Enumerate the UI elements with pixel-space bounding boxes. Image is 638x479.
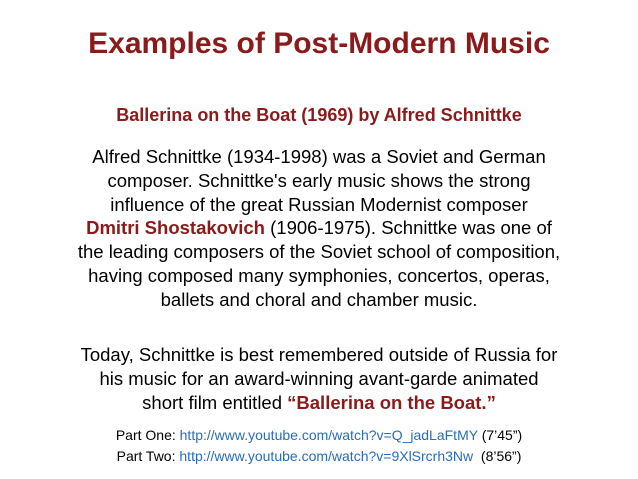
paragraph-line: ballets and choral and chamber music.: [160, 288, 478, 310]
paragraph-line: the leading composers of the Soviet school of composition,: [77, 241, 561, 263]
paragraph-line: Alfred Schnittke (1934-1998) was a Soviet and German: [92, 146, 546, 167]
paragraph-line: influence of the great Russian Modernist composer: [110, 193, 528, 215]
video-link-row-part-one: [0, 425, 638, 446]
youtube-link-part-one[interactable]: http://www.youtube.com/watch?v=Q_jadLaFtMY: [179, 427, 478, 443]
paragraph-line: [0, 216, 638, 240]
paragraph-line-text: short film entitled: [142, 391, 288, 413]
video-duration: (7’45”): [477, 427, 523, 443]
paragraph-line: composer. Schnittke's early music shows the strong: [107, 169, 531, 191]
video-link-row-part-two: [0, 446, 638, 467]
slide-subtitle: Ballerina on the Boat (1969) by Alfred Schnittke: [116, 105, 522, 125]
link-label: Part Two:: [116, 448, 180, 464]
paragraph-line: [0, 391, 638, 415]
paragraph-line: Today, Schnittke is best remembered outside of Russia for: [80, 344, 558, 365]
video-duration: (8’56”): [473, 448, 522, 464]
highlighted-film-title: “Ballerina on the Boat.”: [287, 391, 496, 413]
youtube-link-part-two[interactable]: http://www.youtube.com/watch?v=9XlSrcrh3Nw: [179, 448, 474, 464]
paragraph-line: his music for an award-winning avant-garde animated: [99, 367, 539, 389]
paragraph-line: having composed many symphonies, concertos, operas,: [88, 264, 550, 286]
slide-title: Examples of Post-Modern Music: [88, 27, 550, 60]
paragraph-legacy: [0, 343, 638, 414]
video-links: [0, 425, 638, 467]
paragraph-biography: [0, 145, 638, 312]
paragraph-line-text: (1906-1975). Schnittke was one of: [264, 217, 552, 239]
highlighted-composer-name: Dmitri Shostakovich: [86, 217, 265, 239]
link-label: Part One:: [115, 427, 180, 443]
